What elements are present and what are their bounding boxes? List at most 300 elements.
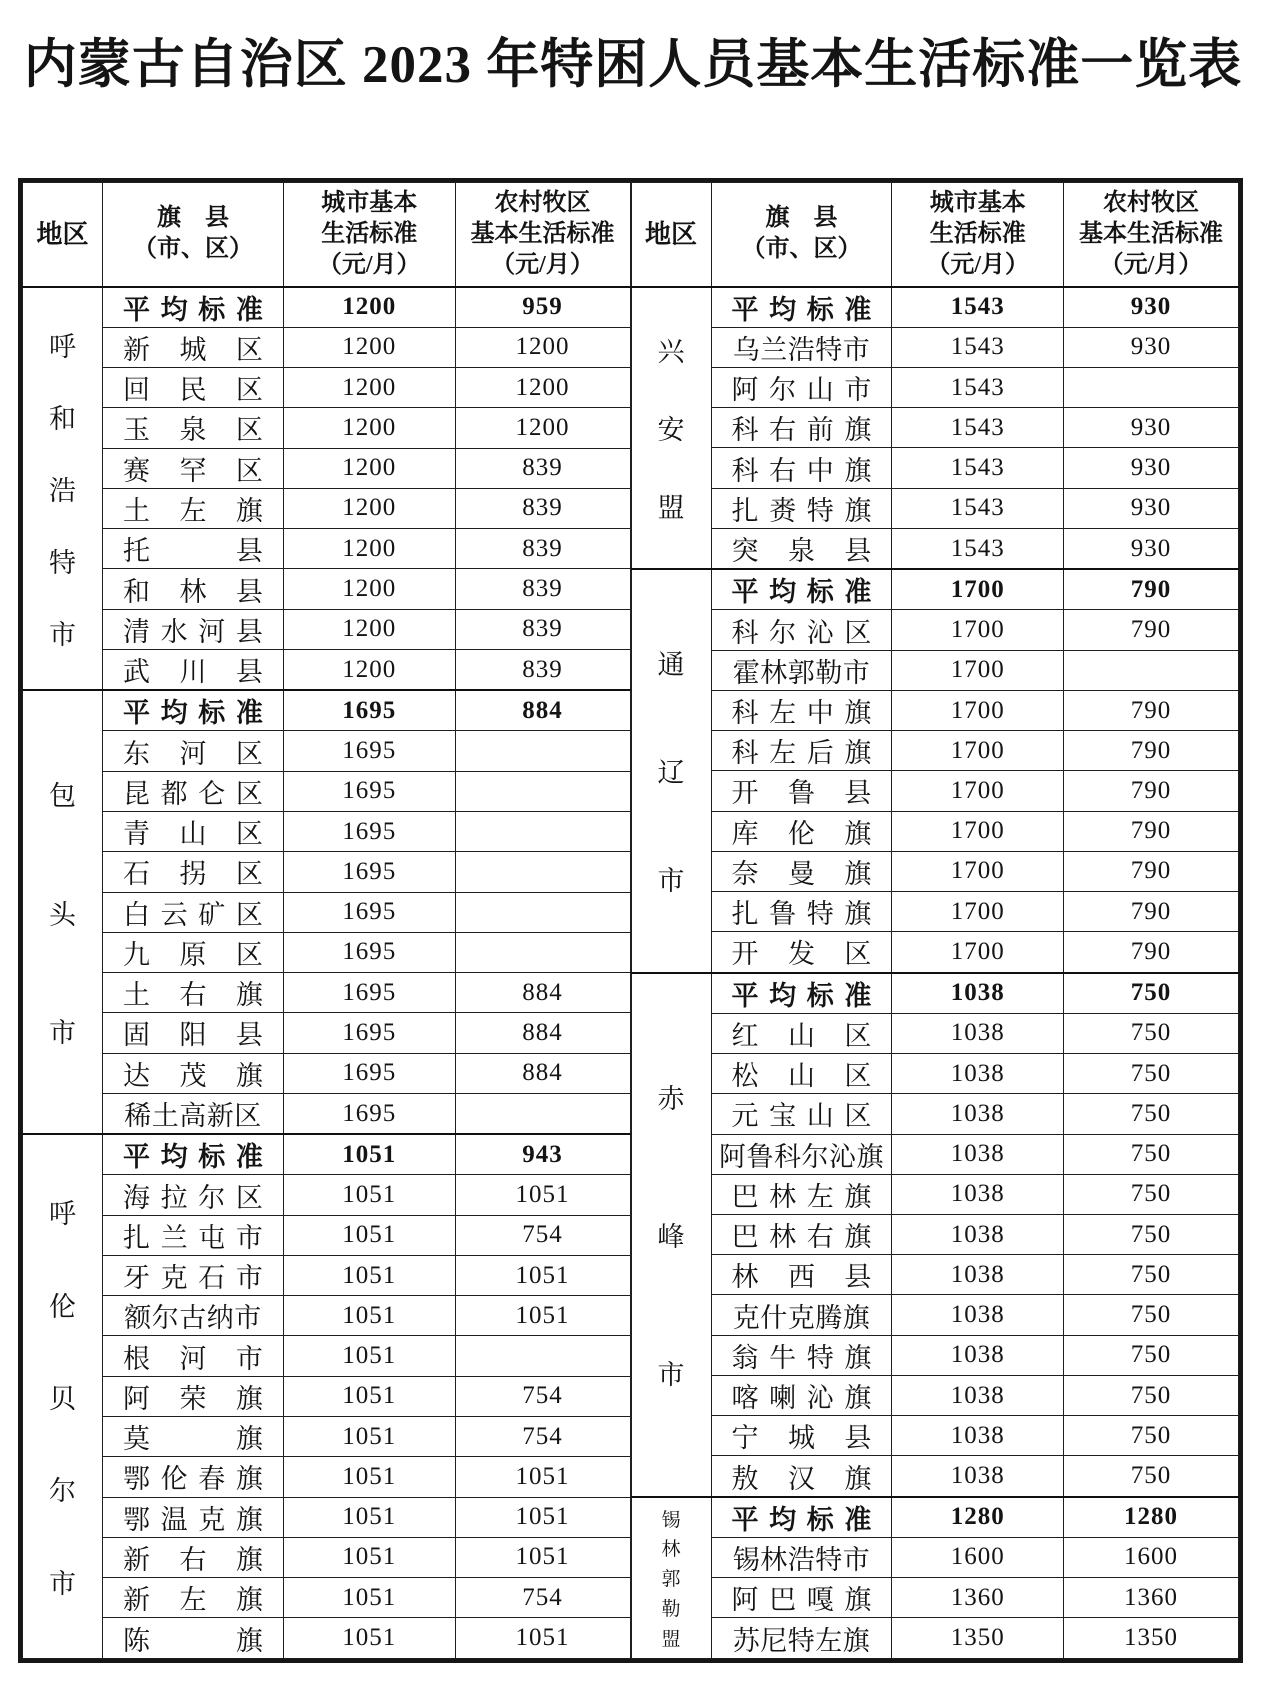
header-county-label: （市、区） bbox=[132, 236, 253, 263]
urban-value-cell: 1038 bbox=[892, 1295, 1064, 1335]
county-label: 科 左 中 旗 bbox=[731, 698, 872, 728]
county-label: 扎 鲁 特 旗 bbox=[731, 899, 872, 930]
county-cell bbox=[711, 488, 892, 528]
county-label: 阿 荣 旗 bbox=[123, 1383, 263, 1414]
region-char: 盟 bbox=[657, 493, 685, 524]
table-row bbox=[631, 1174, 1239, 1214]
rural-value-cell: 1600 bbox=[1064, 1537, 1239, 1577]
county-label: 九 原 区 bbox=[123, 939, 263, 970]
rural-value-cell: 750 bbox=[1064, 1255, 1239, 1295]
urban-value-cell: 1038 bbox=[892, 973, 1064, 1014]
county-cell bbox=[711, 1174, 892, 1214]
county-label: 牙 克 石 市 bbox=[123, 1263, 263, 1294]
urban-value-cell: 1051 bbox=[283, 1336, 455, 1376]
region-char: 锡 bbox=[661, 1509, 681, 1531]
county-label: 稀土高新区 bbox=[124, 1101, 262, 1131]
rural-value-cell bbox=[1064, 650, 1239, 690]
urban-value-cell: 1038 bbox=[892, 1214, 1064, 1254]
header-region bbox=[631, 183, 711, 287]
county-label: 赛 罕 区 bbox=[123, 455, 263, 486]
table-row bbox=[23, 488, 631, 528]
county-cell bbox=[711, 1013, 892, 1053]
county-label: 新 左 旗 bbox=[123, 1585, 263, 1616]
table-row bbox=[631, 448, 1239, 488]
table-row bbox=[631, 1295, 1239, 1335]
table-row bbox=[631, 690, 1239, 730]
urban-value-cell: 1051 bbox=[283, 1215, 455, 1255]
header-urban-label: 生活标准 bbox=[321, 220, 418, 247]
region-cell bbox=[631, 973, 711, 1497]
table-row bbox=[631, 1375, 1239, 1415]
table-row bbox=[23, 368, 631, 408]
county-label: 托 县 bbox=[123, 536, 263, 567]
table-row bbox=[631, 367, 1239, 407]
county-cell bbox=[711, 610, 892, 650]
county-cell bbox=[103, 569, 284, 609]
urban-value-cell: 1695 bbox=[283, 690, 455, 731]
urban-value-cell: 1543 bbox=[892, 367, 1064, 407]
county-cell bbox=[103, 690, 284, 731]
table-row bbox=[631, 569, 1239, 610]
region-char: 市 bbox=[49, 1568, 77, 1599]
rural-value-cell: 750 bbox=[1064, 1094, 1239, 1134]
urban-value-cell: 1038 bbox=[892, 1134, 1064, 1174]
urban-value-cell: 1695 bbox=[283, 1013, 455, 1053]
urban-value-cell: 1038 bbox=[892, 1255, 1064, 1295]
region-char: 赤 bbox=[657, 1083, 685, 1114]
urban-value-cell: 1200 bbox=[283, 488, 455, 528]
header-region-label: 地区 bbox=[36, 219, 89, 249]
county-cell bbox=[711, 569, 892, 610]
county-cell bbox=[711, 1578, 892, 1618]
county-cell bbox=[711, 1335, 892, 1375]
county-cell bbox=[711, 1054, 892, 1094]
county-label: 青 山 区 bbox=[123, 819, 263, 850]
rural-value-cell: 754 bbox=[455, 1417, 630, 1457]
rural-value-cell: 943 bbox=[455, 1134, 630, 1175]
header-rural-label: 基本生活标准 bbox=[470, 220, 615, 247]
header-county-label: （市、区） bbox=[741, 236, 862, 263]
rural-value-cell: 1051 bbox=[455, 1618, 630, 1659]
rural-value-cell: 1200 bbox=[455, 368, 630, 408]
standards-table-left bbox=[22, 182, 631, 1659]
rural-value-cell: 750 bbox=[1064, 1375, 1239, 1415]
rural-value-cell: 884 bbox=[455, 690, 630, 731]
table-row bbox=[631, 1497, 1239, 1538]
region-char: 呼 bbox=[49, 331, 77, 362]
county-label: 固 阳 县 bbox=[123, 1020, 263, 1051]
rural-value-cell: 1350 bbox=[1064, 1618, 1239, 1659]
region-label bbox=[632, 574, 711, 967]
table-row bbox=[631, 1214, 1239, 1254]
urban-value-cell: 1700 bbox=[892, 690, 1064, 730]
header-county-label: 旗 县 bbox=[156, 205, 229, 232]
rural-value-cell bbox=[455, 812, 630, 852]
region-cell bbox=[23, 287, 103, 691]
county-label: 平 均 标 准 bbox=[731, 980, 872, 1011]
county-label: 锡林浩特市 bbox=[732, 1544, 871, 1575]
rural-value-cell: 1200 bbox=[455, 327, 630, 367]
region-label bbox=[632, 1502, 711, 1654]
table-row bbox=[631, 1134, 1239, 1174]
county-cell bbox=[103, 731, 284, 771]
county-cell bbox=[711, 367, 892, 407]
urban-value-cell: 1695 bbox=[283, 852, 455, 892]
county-label: 红 山 区 bbox=[731, 1020, 872, 1051]
rural-value-cell: 790 bbox=[1064, 851, 1239, 891]
county-label: 新 城 区 bbox=[123, 334, 263, 365]
urban-value-cell: 1038 bbox=[892, 1013, 1064, 1053]
table-row bbox=[23, 287, 631, 328]
table-row bbox=[631, 1618, 1239, 1659]
rural-value-cell: 790 bbox=[1064, 610, 1239, 650]
header-rural-label: 农村牧区 bbox=[494, 189, 591, 216]
county-label: 松 山 区 bbox=[731, 1061, 872, 1092]
county-cell bbox=[103, 892, 284, 932]
rural-value-cell: 790 bbox=[1064, 811, 1239, 851]
county-cell bbox=[711, 287, 892, 328]
rural-value-cell: 930 bbox=[1064, 488, 1239, 528]
urban-value-cell: 1200 bbox=[283, 448, 455, 488]
county-label: 达 茂 旗 bbox=[123, 1060, 263, 1091]
county-cell bbox=[103, 1255, 284, 1295]
urban-value-cell: 1200 bbox=[283, 368, 455, 408]
rural-value-cell: 839 bbox=[455, 488, 630, 528]
rural-value-cell: 884 bbox=[455, 1013, 630, 1053]
header-rural-label: 农村牧区 bbox=[1103, 189, 1200, 216]
urban-value-cell: 1051 bbox=[283, 1376, 455, 1416]
table-row bbox=[23, 327, 631, 367]
region-label bbox=[23, 292, 102, 686]
urban-value-cell: 1700 bbox=[892, 932, 1064, 973]
county-cell bbox=[103, 1013, 284, 1053]
urban-value-cell: 1200 bbox=[283, 287, 455, 328]
county-cell bbox=[103, 1093, 284, 1134]
region-char: 特 bbox=[49, 547, 77, 578]
county-label: 平 均 标 准 bbox=[731, 294, 872, 325]
county-cell bbox=[711, 1456, 892, 1497]
table-row bbox=[631, 1578, 1239, 1618]
county-cell bbox=[103, 1457, 284, 1497]
table-row bbox=[631, 973, 1239, 1014]
county-cell bbox=[711, 1537, 892, 1577]
table-row bbox=[23, 1618, 631, 1659]
urban-value-cell: 1200 bbox=[283, 609, 455, 649]
urban-value-cell: 1350 bbox=[892, 1618, 1064, 1659]
urban-value-cell: 1051 bbox=[283, 1417, 455, 1457]
region-label bbox=[632, 978, 711, 1492]
county-label: 元 宝 山 区 bbox=[731, 1101, 872, 1132]
table-row bbox=[23, 1053, 631, 1093]
county-label: 科 右 中 旗 bbox=[731, 455, 872, 486]
county-cell bbox=[711, 528, 892, 569]
county-label: 东 河 区 bbox=[123, 738, 263, 769]
urban-value-cell: 1038 bbox=[892, 1456, 1064, 1497]
county-label: 乌兰浩特市 bbox=[732, 334, 871, 365]
rural-value-cell: 750 bbox=[1064, 973, 1239, 1014]
county-cell bbox=[711, 811, 892, 851]
region-char: 市 bbox=[657, 866, 685, 897]
county-label: 阿 尔 山 市 bbox=[731, 375, 872, 406]
county-cell bbox=[103, 1336, 284, 1376]
table-row bbox=[23, 1255, 631, 1295]
county-label: 鄂 温 克 旗 bbox=[123, 1504, 263, 1535]
rural-value-cell: 750 bbox=[1064, 1295, 1239, 1335]
county-label: 科 右 前 旗 bbox=[731, 415, 872, 446]
urban-value-cell: 1038 bbox=[892, 1375, 1064, 1415]
county-cell bbox=[103, 448, 284, 488]
table-row bbox=[631, 1335, 1239, 1375]
table-row bbox=[631, 610, 1239, 650]
urban-value-cell: 1360 bbox=[892, 1578, 1064, 1618]
rural-value-cell: 754 bbox=[455, 1215, 630, 1255]
urban-value-cell: 1038 bbox=[892, 1094, 1064, 1134]
county-cell bbox=[103, 771, 284, 811]
county-cell bbox=[103, 649, 284, 690]
urban-value-cell: 1038 bbox=[892, 1054, 1064, 1094]
county-label: 陈 旗 bbox=[123, 1625, 263, 1656]
county-cell bbox=[711, 973, 892, 1014]
urban-value-cell: 1700 bbox=[892, 811, 1064, 851]
county-cell bbox=[103, 932, 284, 972]
region-char: 辽 bbox=[657, 758, 685, 789]
rural-value-cell: 930 bbox=[1064, 287, 1239, 328]
county-cell bbox=[711, 448, 892, 488]
urban-value-cell: 1700 bbox=[892, 851, 1064, 891]
region-cell bbox=[631, 569, 711, 972]
region-char: 尔 bbox=[49, 1476, 77, 1507]
table-row bbox=[631, 932, 1239, 973]
table-row bbox=[23, 448, 631, 488]
urban-value-cell: 1543 bbox=[892, 528, 1064, 569]
urban-value-cell: 1700 bbox=[892, 610, 1064, 650]
table-row bbox=[23, 690, 631, 731]
urban-value-cell: 1038 bbox=[892, 1174, 1064, 1214]
table-row bbox=[23, 1336, 631, 1376]
table-row bbox=[631, 327, 1239, 367]
region-cell bbox=[631, 1497, 711, 1659]
table-row bbox=[631, 1054, 1239, 1094]
county-cell bbox=[711, 408, 892, 448]
rural-value-cell: 790 bbox=[1064, 771, 1239, 811]
urban-value-cell: 1543 bbox=[892, 448, 1064, 488]
region-char: 安 bbox=[657, 415, 685, 446]
urban-value-cell: 1051 bbox=[283, 1618, 455, 1659]
region-char: 贝 bbox=[49, 1384, 77, 1415]
table-row bbox=[631, 771, 1239, 811]
urban-value-cell: 1200 bbox=[283, 649, 455, 690]
region-char: 包 bbox=[49, 781, 77, 812]
urban-value-cell: 1038 bbox=[892, 1416, 1064, 1456]
table-row bbox=[631, 1094, 1239, 1134]
urban-value-cell: 1695 bbox=[283, 731, 455, 771]
urban-value-cell: 1543 bbox=[892, 408, 1064, 448]
header-region-label: 地区 bbox=[645, 219, 698, 249]
region-char: 通 bbox=[657, 650, 685, 681]
rural-value-cell: 790 bbox=[1064, 569, 1239, 610]
urban-value-cell: 1200 bbox=[283, 408, 455, 448]
county-label: 平 均 标 准 bbox=[123, 294, 263, 325]
table-row bbox=[23, 1134, 631, 1175]
urban-value-cell: 1200 bbox=[283, 529, 455, 569]
table-row bbox=[631, 528, 1239, 569]
rural-value-cell bbox=[455, 731, 630, 771]
table-row bbox=[23, 529, 631, 569]
county-cell bbox=[711, 1094, 892, 1134]
rural-value-cell: 754 bbox=[455, 1578, 630, 1618]
county-label: 扎 兰 屯 市 bbox=[123, 1222, 263, 1253]
county-cell bbox=[103, 327, 284, 367]
county-cell bbox=[103, 1134, 284, 1175]
county-label: 科 左 后 旗 bbox=[731, 738, 872, 769]
header-rural bbox=[1064, 183, 1239, 287]
county-label: 克什克腾旗 bbox=[732, 1302, 871, 1333]
rural-value-cell: 1051 bbox=[455, 1255, 630, 1295]
rural-value-cell: 839 bbox=[455, 529, 630, 569]
county-label: 阿 巴 嘎 旗 bbox=[731, 1585, 872, 1616]
header-rural-label: （元/月） bbox=[1099, 251, 1203, 278]
urban-value-cell: 1695 bbox=[283, 812, 455, 852]
table-row bbox=[631, 1456, 1239, 1497]
county-label: 石 拐 区 bbox=[123, 859, 263, 890]
rural-value-cell: 930 bbox=[1064, 448, 1239, 488]
table-row bbox=[23, 932, 631, 972]
urban-value-cell: 1200 bbox=[283, 569, 455, 609]
table-row bbox=[631, 408, 1239, 448]
county-label: 根 河 市 bbox=[123, 1343, 263, 1374]
county-cell bbox=[103, 973, 284, 1013]
region-label bbox=[23, 1139, 102, 1654]
county-label: 突 泉 县 bbox=[731, 536, 872, 567]
urban-value-cell: 1051 bbox=[283, 1296, 455, 1336]
rural-value-cell: 930 bbox=[1064, 327, 1239, 367]
county-cell bbox=[711, 1618, 892, 1659]
county-cell bbox=[711, 1416, 892, 1456]
rural-value-cell: 790 bbox=[1064, 892, 1239, 932]
rural-value-cell: 750 bbox=[1064, 1416, 1239, 1456]
table-row bbox=[631, 892, 1239, 932]
table-row bbox=[23, 408, 631, 448]
rural-value-cell: 790 bbox=[1064, 731, 1239, 771]
county-label: 巴 林 左 旗 bbox=[731, 1181, 872, 1212]
table-row bbox=[23, 569, 631, 609]
rural-value-cell bbox=[455, 892, 630, 932]
table-frame bbox=[18, 178, 1243, 1663]
rural-value-cell bbox=[455, 852, 630, 892]
urban-value-cell: 1695 bbox=[283, 1093, 455, 1134]
rural-value-cell: 750 bbox=[1064, 1214, 1239, 1254]
county-label: 翁 牛 特 旗 bbox=[731, 1342, 872, 1373]
region-char: 林 bbox=[661, 1539, 681, 1561]
county-cell bbox=[103, 1578, 284, 1618]
table-row bbox=[23, 1013, 631, 1053]
table-row bbox=[631, 650, 1239, 690]
urban-value-cell: 1051 bbox=[283, 1255, 455, 1295]
table-row bbox=[23, 1578, 631, 1618]
urban-value-cell: 1038 bbox=[892, 1335, 1064, 1375]
rural-value-cell: 750 bbox=[1064, 1335, 1239, 1375]
rural-value-cell: 884 bbox=[455, 1053, 630, 1093]
rural-value-cell: 750 bbox=[1064, 1456, 1239, 1497]
rural-value-cell bbox=[455, 932, 630, 972]
table-row bbox=[631, 1416, 1239, 1456]
county-label: 林 西 县 bbox=[731, 1262, 872, 1293]
region-char: 勒 bbox=[661, 1599, 681, 1621]
rural-value-cell: 930 bbox=[1064, 408, 1239, 448]
county-label: 莫 旗 bbox=[123, 1424, 263, 1455]
table-row bbox=[23, 1175, 631, 1215]
region-char: 头 bbox=[49, 899, 77, 930]
county-cell bbox=[711, 1255, 892, 1295]
rural-value-cell: 1200 bbox=[455, 408, 630, 448]
county-cell bbox=[103, 1537, 284, 1577]
header-urban bbox=[283, 183, 455, 287]
rural-value-cell: 839 bbox=[455, 649, 630, 690]
header-urban-label: （元/月） bbox=[317, 251, 421, 278]
county-label: 敖 汉 旗 bbox=[731, 1463, 872, 1494]
county-label: 鄂 伦 春 旗 bbox=[123, 1464, 263, 1495]
rural-value-cell: 1051 bbox=[455, 1175, 630, 1215]
header-region bbox=[23, 183, 103, 287]
county-cell bbox=[711, 932, 892, 973]
region-cell bbox=[23, 690, 103, 1134]
region-cell bbox=[23, 1134, 103, 1658]
rural-value-cell: 839 bbox=[455, 609, 630, 649]
urban-value-cell: 1543 bbox=[892, 327, 1064, 367]
header-county bbox=[711, 183, 892, 287]
county-label: 平 均 标 准 bbox=[123, 698, 263, 729]
urban-value-cell: 1700 bbox=[892, 731, 1064, 771]
region-cell bbox=[631, 287, 711, 570]
county-cell bbox=[103, 812, 284, 852]
urban-value-cell: 1695 bbox=[283, 771, 455, 811]
county-label: 宁 城 县 bbox=[731, 1423, 872, 1454]
table-row bbox=[23, 1417, 631, 1457]
header-urban-label: （元/月） bbox=[926, 251, 1030, 278]
county-cell bbox=[711, 1497, 892, 1538]
header-county bbox=[103, 183, 284, 287]
county-cell bbox=[103, 529, 284, 569]
rural-value-cell bbox=[455, 1093, 630, 1134]
urban-value-cell: 1543 bbox=[892, 287, 1064, 328]
header-urban-label: 城市基本 bbox=[929, 189, 1026, 216]
rural-value-cell: 839 bbox=[455, 448, 630, 488]
county-cell bbox=[103, 287, 284, 328]
rural-value-cell: 1051 bbox=[455, 1457, 630, 1497]
county-cell bbox=[711, 1295, 892, 1335]
county-cell bbox=[103, 609, 284, 649]
rural-value-cell: 1051 bbox=[455, 1296, 630, 1336]
rural-value-cell: 790 bbox=[1064, 690, 1239, 730]
rural-value-cell bbox=[455, 1336, 630, 1376]
urban-value-cell: 1695 bbox=[283, 973, 455, 1013]
table-row bbox=[23, 812, 631, 852]
table-row bbox=[631, 811, 1239, 851]
county-cell bbox=[711, 731, 892, 771]
table-row bbox=[23, 649, 631, 690]
region-char: 呼 bbox=[49, 1199, 77, 1230]
table-row bbox=[631, 851, 1239, 891]
county-label: 平 均 标 准 bbox=[731, 577, 872, 608]
urban-value-cell: 1700 bbox=[892, 892, 1064, 932]
county-cell bbox=[711, 1375, 892, 1415]
header-county-label: 旗 县 bbox=[765, 205, 838, 232]
table-row bbox=[23, 973, 631, 1013]
region-char: 浩 bbox=[49, 475, 77, 506]
county-label: 科 尔 沁 区 bbox=[731, 617, 872, 648]
urban-value-cell: 1051 bbox=[283, 1457, 455, 1497]
region-char: 市 bbox=[49, 1017, 77, 1048]
